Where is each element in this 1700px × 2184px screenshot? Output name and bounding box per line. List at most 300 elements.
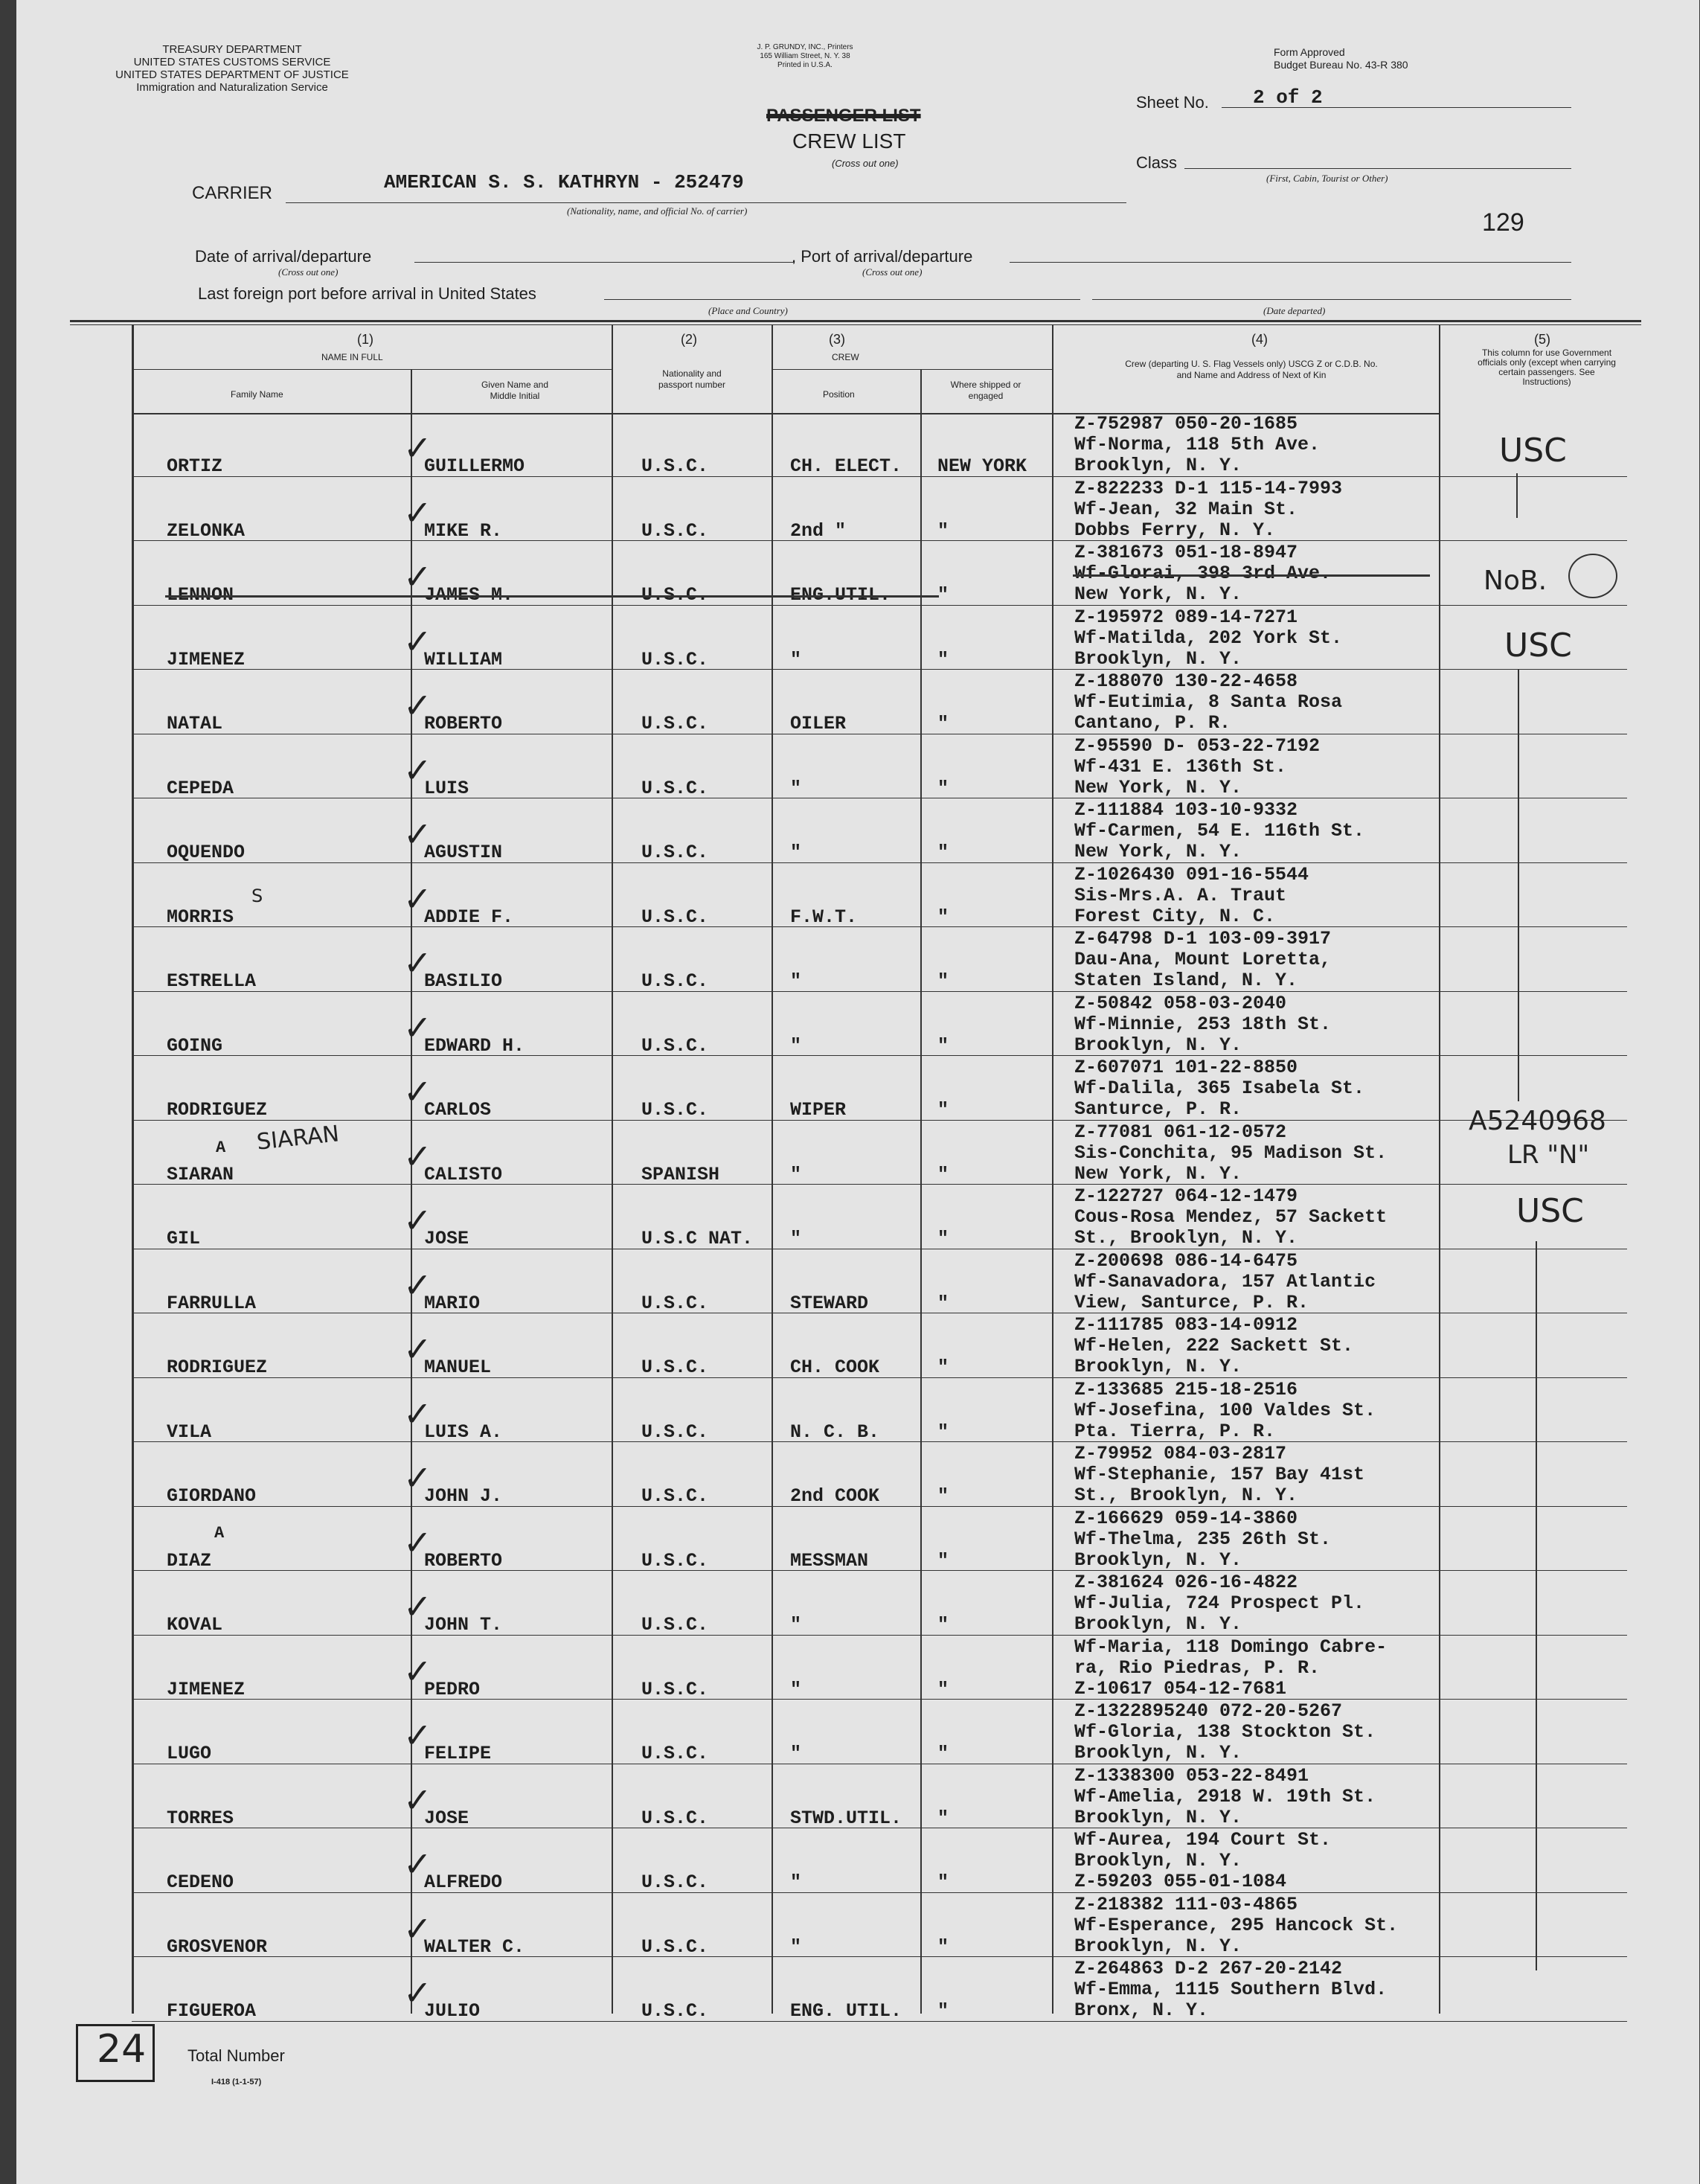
nationality: U.S.C.: [641, 842, 709, 863]
family-name: RODRIGUEZ: [167, 1357, 268, 1378]
where-shipped: ": [937, 1228, 949, 1249]
family-name: GOING: [167, 1034, 223, 1057]
next-of-kin-line-3: Brooklyn, N. Y.: [1074, 1742, 1242, 1764]
initials-circle-icon: [1568, 554, 1617, 598]
nationality: U.S.C.: [641, 1743, 709, 1764]
position: ": [790, 777, 802, 799]
checkmark-icon: ✓: [403, 1072, 432, 1112]
given-name: JAMES M.: [424, 584, 514, 606]
where-shipped: ": [937, 1678, 949, 1700]
family-name: ESTRELLA: [167, 970, 257, 992]
col1-number: (1): [357, 332, 373, 347]
given-name: AGUSTIN: [424, 842, 503, 863]
agency-line-4: Immigration and Naturalization Service: [136, 81, 328, 94]
budget-bureau: Budget Bureau No. 43-R 380: [1274, 59, 1408, 71]
checkmark-icon: ✓: [403, 749, 432, 790]
where-shipped: ": [937, 1421, 949, 1443]
next-of-kin-line-2: Cous-Rosa Mendez, 57 Sackett: [1074, 1206, 1388, 1228]
next-of-kin-line-3: Staten Island, N. Y.: [1074, 970, 1298, 991]
checkmark-icon: ✓: [403, 428, 432, 468]
next-of-kin-line-2: Wf-Gloria, 138 Stockton St.: [1074, 1721, 1376, 1743]
next-of-kin-line-3: St., Brooklyn, N. Y.: [1074, 1227, 1298, 1249]
col1a-title: Family Name: [231, 389, 283, 400]
next-of-kin-line-2: Wf-Eutimia, 8 Santa Rosa: [1074, 691, 1343, 713]
form-approved: Form Approved: [1274, 46, 1345, 58]
nationality: U.S.C.: [641, 777, 709, 799]
next-of-kin-line-2: Wf-Jean, 32 Main St.: [1074, 498, 1298, 520]
family-name: JIMENEZ: [167, 1678, 246, 1700]
carrier-value: AMERICAN S. S. KATHRYN - 252479: [384, 171, 744, 193]
given-name: ROBERTO: [424, 1549, 503, 1572]
given-name: JOSE: [424, 1807, 469, 1829]
col2-number: (2): [681, 332, 697, 347]
strike-line-kin: [1073, 574, 1430, 577]
nationality: U.S.C.: [641, 1549, 709, 1572]
next-of-kin-line-3: Bronx, N. Y.: [1074, 1999, 1209, 2021]
position: 2nd COOK: [790, 1485, 880, 1507]
nationality: U.S.C.: [641, 1614, 709, 1636]
family-name: KOVAL: [167, 1614, 223, 1636]
next-of-kin-line-3: Brooklyn, N. Y.: [1074, 1356, 1242, 1377]
where-shipped: ": [937, 1034, 949, 1057]
nationality: U.S.C.: [641, 455, 709, 477]
position: STWD.UTIL.: [790, 1807, 902, 1829]
where-shipped: ": [937, 1292, 949, 1314]
next-of-kin-line-1: Z-95590 D- 053-22-7192: [1074, 734, 1321, 757]
class-hint: (First, Cabin, Tourist or Other): [1266, 173, 1388, 184]
table-row: [16, 1829, 1699, 1894]
sheet-label: Sheet No.: [1136, 93, 1209, 112]
position: ": [790, 1935, 802, 1958]
nationality: U.S.C NAT.: [641, 1228, 754, 1249]
nationality: U.S.C.: [641, 1099, 709, 1121]
where-shipped: ": [937, 519, 949, 542]
struck-title: PASSENGER LIST: [766, 106, 921, 126]
family-name: CEDENO: [167, 1871, 234, 1893]
table-top-border-2: [70, 324, 1641, 325]
annotation-nob: NoB.: [1484, 566, 1547, 596]
family-name: MORRIS: [167, 906, 234, 928]
next-of-kin-line-3: Z-10617 054-12-7681: [1074, 1677, 1287, 1700]
checkmark-icon: ✓: [403, 1586, 432, 1627]
next-of-kin-line-2: Wf-431 E. 136th St.: [1074, 755, 1287, 778]
form-number: I-418 (1-1-57): [211, 2078, 262, 2087]
position: ": [790, 1163, 802, 1185]
row-rule: [132, 1892, 1627, 1893]
next-of-kin-line-2: Wf-Dalila, 365 Isabela St.: [1074, 1077, 1365, 1099]
table-row: [16, 670, 1699, 735]
next-of-kin-line-2: Wf-Helen, 222 Sackett St.: [1074, 1335, 1354, 1357]
family-name: OQUENDO: [167, 842, 246, 863]
given-name: JOSE: [424, 1228, 469, 1249]
given-name: JOHN J.: [424, 1485, 503, 1507]
next-of-kin-line-1: Z-111884 103-10-9332: [1074, 799, 1298, 821]
where-shipped: ": [937, 906, 949, 928]
where-shipped: ": [937, 842, 949, 863]
nationality: U.S.C.: [641, 1871, 709, 1893]
nationality: U.S.C.: [641, 1807, 709, 1829]
next-of-kin-line-2: Sis-Conchita, 95 Madison St.: [1074, 1141, 1388, 1164]
given-name: EDWARD H.: [424, 1034, 525, 1057]
strike-line: [165, 595, 939, 598]
next-of-kin-line-1: Z-77081 061-12-0572: [1074, 1121, 1287, 1143]
where-shipped: ": [937, 1549, 949, 1572]
agency-line-2: UNITED STATES CUSTOMS SERVICE: [133, 56, 331, 68]
position: ": [790, 1871, 802, 1893]
next-of-kin-line-2: Wf-Esperance, 295 Hancock St.: [1074, 1914, 1399, 1936]
port-label: , Port of arrival/departure: [792, 247, 973, 266]
position: N. C. B.: [790, 1421, 880, 1443]
next-of-kin-line-2: Brooklyn, N. Y.: [1074, 1850, 1242, 1871]
nationality: U.S.C.: [641, 1935, 709, 1958]
carrier-label: CARRIER: [192, 183, 273, 203]
next-of-kin-line-3: Z-59203 055-01-1084: [1074, 1871, 1287, 1892]
table-row: [16, 542, 1699, 606]
where-shipped: ": [937, 777, 949, 799]
col1b-title: Given Name and Middle Initial: [481, 380, 549, 401]
total-number-value: 24: [97, 2027, 147, 2072]
printer-line-3: Printed in U.S.A.: [777, 61, 833, 69]
next-of-kin-line-1: Z-200698 086-14-6475: [1074, 1249, 1298, 1272]
position: ": [790, 1228, 802, 1249]
table-top-border: [70, 320, 1641, 322]
next-of-kin-line-2: Wf-Thelma, 235 26th St.: [1074, 1528, 1332, 1550]
nationality: U.S.C.: [641, 713, 709, 734]
agency-block: [76, 43, 388, 94]
table-row: [16, 606, 1699, 671]
annotation-usc-2: USC: [1504, 627, 1572, 665]
family-name: NATAL: [167, 713, 223, 734]
annotation-line-2: [1518, 670, 1519, 1101]
table-row: [16, 1765, 1699, 1830]
where-shipped: ": [937, 713, 949, 734]
family-name: ORTIZ: [167, 455, 223, 477]
next-of-kin-line-3: Pta. Tierra, P. R.: [1074, 1420, 1276, 1442]
annotation-siaran-a: A: [216, 1139, 226, 1157]
checkmark-icon: ✓: [403, 1007, 432, 1048]
next-of-kin-line-3: Santurce, P. R.: [1074, 1098, 1242, 1120]
family-name: CEPEDA: [167, 777, 234, 799]
next-of-kin-line-3: St., Brooklyn, N. Y.: [1074, 1485, 1298, 1506]
given-name: ROBERTO: [424, 713, 503, 734]
next-of-kin-line-1: Z-122727 064-12-1479: [1074, 1185, 1298, 1207]
row-rule: [132, 1377, 1627, 1378]
next-of-kin-line-1: Z-1338300 053-22-8491: [1074, 1764, 1309, 1787]
table-row: [16, 1636, 1699, 1701]
given-name: CARLOS: [424, 1099, 492, 1121]
given-name: ADDIE F.: [424, 906, 514, 928]
position: ": [790, 842, 802, 863]
document-title: CREW LIST: [792, 129, 906, 153]
next-of-kin-line-1: Z-166629 059-14-3860: [1074, 1507, 1298, 1529]
where-shipped: ": [937, 584, 949, 606]
row-rule: [132, 476, 1627, 477]
table-row: [16, 735, 1699, 800]
next-of-kin-line-3: New York, N. Y.: [1074, 841, 1242, 862]
next-of-kin-line-1: Wf-Maria, 118 Domingo Cabre-: [1074, 1636, 1388, 1658]
total-number-label: Total Number: [187, 2046, 285, 2065]
row-rule: [132, 926, 1627, 927]
table-row: [16, 1379, 1699, 1444]
checkmark-icon: ✓: [403, 1136, 432, 1176]
port-line: [1010, 262, 1571, 263]
next-of-kin-line-1: Z-1026430 091-16-5544: [1074, 863, 1309, 886]
checkmark-icon: ✓: [403, 1973, 432, 2013]
given-name: MIKE R.: [424, 519, 503, 542]
given-name: PEDRO: [424, 1678, 481, 1700]
annotation-lr: LR "N": [1507, 1140, 1590, 1170]
next-of-kin-line-1: Wf-Aurea, 194 Court St.: [1074, 1829, 1332, 1851]
header-mid-line-3: [772, 369, 1052, 370]
family-name: TORRES: [167, 1807, 234, 1829]
row-rule: [132, 1184, 1627, 1185]
printer-line-1: J. P. GRUNDY, INC., Printers: [757, 43, 853, 51]
table-row: [16, 1250, 1699, 1315]
position: MESSMAN: [790, 1549, 869, 1572]
next-of-kin-line-1: Z-264863 D-2 267-20-2142: [1074, 1958, 1343, 1979]
family-name: GROSVENOR: [167, 1935, 268, 1958]
position: OILER: [790, 713, 847, 734]
row-rule: [132, 2021, 1627, 2022]
annotation-morris-s: S: [251, 886, 263, 906]
position: CH. COOK: [790, 1357, 880, 1378]
row-rule: [132, 1120, 1627, 1121]
checkmark-icon: ✓: [403, 1650, 432, 1691]
given-name: MARIO: [424, 1292, 481, 1314]
table-row: [16, 993, 1699, 1057]
annotation-alien-number: A5240968: [1469, 1106, 1606, 1136]
checkmark-icon: ✓: [403, 1264, 432, 1305]
row-rule: [132, 1055, 1627, 1056]
next-of-kin-line-3: Brooklyn, N. Y.: [1074, 1806, 1242, 1828]
nationality: U.S.C.: [641, 648, 709, 670]
where-shipped: ": [937, 648, 949, 670]
nationality: U.S.C.: [641, 1292, 709, 1314]
position: F.W.T.: [790, 906, 858, 928]
nationality: U.S.C.: [641, 1421, 709, 1443]
nationality: U.S.C.: [641, 1485, 709, 1507]
table-row: [16, 1958, 1699, 2023]
date-departed-hint: (Date departed): [1263, 305, 1326, 316]
header-mid-line-1: [132, 369, 612, 370]
row-rule: [132, 1635, 1627, 1636]
family-name: SIARAN: [167, 1163, 234, 1185]
checkmark-icon: ✓: [403, 1908, 432, 1949]
where-shipped: ": [937, 1163, 949, 1185]
table-row: [16, 928, 1699, 993]
family-name: GIORDANO: [167, 1485, 257, 1507]
next-of-kin-line-3: Brooklyn, N. Y.: [1074, 1613, 1242, 1635]
given-name: CALISTO: [424, 1163, 503, 1185]
row-rule: [132, 1699, 1627, 1700]
table-row: [16, 1443, 1699, 1508]
given-name: MANUEL: [424, 1357, 492, 1378]
nationality: U.S.C.: [641, 519, 709, 542]
table-row: [16, 864, 1699, 929]
date-departed-line: [1092, 299, 1571, 300]
table-row: [16, 1185, 1699, 1250]
family-name: FARRULLA: [167, 1292, 257, 1314]
next-of-kin-line-1: Z-133685 215-18-2516: [1074, 1378, 1298, 1400]
agency-line-3: UNITED STATES DEPARTMENT OF JUSTICE: [115, 68, 349, 81]
next-of-kin-line-2: Wf-Stephanie, 157 Bay 41st: [1074, 1464, 1365, 1485]
given-name: GUILLERMO: [424, 455, 525, 477]
next-of-kin-line-3: Brooklyn, N. Y.: [1074, 1935, 1242, 1957]
annotation-line-1: [1516, 473, 1518, 518]
col3a-title: Position: [823, 389, 855, 400]
next-of-kin-line-1: Z-1322895240 072-20-5267: [1074, 1700, 1343, 1722]
table-row: [16, 478, 1699, 542]
carrier-hint: (Nationality, name, and official No. of carrier): [567, 205, 748, 217]
given-name: JULIO: [424, 2000, 481, 2022]
given-name: LUIS A.: [424, 1421, 503, 1443]
col4-number: (4): [1251, 332, 1268, 347]
date-hint: (Cross out one): [278, 266, 339, 278]
checkmark-icon: ✓: [403, 1200, 432, 1240]
checkmark-icon: ✓: [403, 878, 432, 919]
family-name: FIGUEROA: [167, 2000, 257, 2022]
col5-number: (5): [1534, 332, 1550, 347]
checkmark-icon: ✓: [403, 1715, 432, 1755]
row-rule: [132, 1570, 1627, 1571]
family-name: ZELONKA: [167, 519, 246, 542]
sheet-value: 2 of 2: [1253, 86, 1323, 109]
nationality: U.S.C.: [641, 906, 709, 928]
next-of-kin-line-1: Z-752987 050-20-1685: [1074, 413, 1298, 435]
next-of-kin-line-1: Z-195972 089-14-7271: [1074, 606, 1298, 628]
table-row: [16, 1314, 1699, 1379]
given-name: FELIPE: [424, 1743, 492, 1764]
where-shipped: ": [937, 2000, 949, 2022]
table-row: [16, 1572, 1699, 1636]
checkmark-icon: ✓: [403, 1522, 432, 1563]
checkmark-icon: ✓: [403, 685, 432, 726]
position: 2nd ": [790, 519, 847, 542]
table-row: [16, 1894, 1699, 1959]
annotation-usc-3: USC: [1516, 1192, 1584, 1230]
next-of-kin-line-3: Forest City, N. C.: [1074, 905, 1276, 927]
table-row: [16, 1508, 1699, 1572]
row-rule: [132, 669, 1627, 670]
col3-number: (3): [829, 332, 845, 347]
next-of-kin-line-1: Z-64798 D-1 103-09-3917: [1074, 928, 1332, 950]
family-name: DIAZ: [167, 1549, 212, 1572]
row-rule: [132, 991, 1627, 992]
family-name: VILA: [167, 1421, 212, 1443]
where-shipped: ": [937, 1485, 949, 1507]
next-of-kin-line-1: Z-822233 D-1 115-14-7993: [1074, 477, 1343, 499]
page-number: 129: [1482, 208, 1524, 237]
position: ": [790, 970, 802, 992]
next-of-kin-line-1: Z-188070 130-22-4658: [1074, 670, 1298, 692]
family-name: RODRIGUEZ: [167, 1099, 268, 1121]
where-shipped: ": [937, 1099, 949, 1121]
table-row: [16, 799, 1699, 864]
form-approval-block: [1274, 46, 1408, 71]
table-row: [16, 413, 1699, 478]
col4-title: Crew (departing U. S. Flag Vessels only) USCG Z or C.D.B. No. and Name and Address of Next of Kin: [1125, 359, 1378, 380]
annotation-siaran: SIARAN: [255, 1121, 341, 1156]
col3b-title: Where shipped or engaged: [950, 380, 1021, 401]
next-of-kin-line-2: Wf-Matilda, 202 York St.: [1074, 627, 1343, 649]
row-rule: [132, 1441, 1627, 1442]
date-label: Date of arrival/departure: [195, 247, 372, 266]
next-of-kin-line-2: ra, Rio Piedras, P. R.: [1074, 1656, 1321, 1679]
printer-line-2: 165 William Street, N. Y. 38: [760, 52, 850, 60]
position: STEWARD: [790, 1292, 869, 1314]
where-shipped: NEW YORK: [937, 455, 1027, 477]
position: ": [790, 1614, 802, 1636]
place-hint: (Place and Country): [708, 305, 788, 316]
checkmark-icon: ✓: [403, 1329, 432, 1369]
next-of-kin-line-2: Wf-Minnie, 253 18th St.: [1074, 1013, 1332, 1035]
agency-line-1: TREASURY DEPARTMENT: [162, 43, 302, 56]
position: WIPER: [790, 1099, 847, 1121]
carrier-line: [286, 202, 1126, 203]
col1-title: NAME IN FULL: [321, 352, 383, 362]
class-line: [1184, 168, 1571, 169]
next-of-kin-line-1: Z-79952 084-03-2817: [1074, 1443, 1287, 1464]
next-of-kin-line-3: Cantano, P. R.: [1074, 712, 1231, 734]
family-name: JIMENEZ: [167, 648, 246, 670]
position: ": [790, 648, 802, 670]
title-cross-out-note: (Cross out one): [832, 158, 899, 169]
position: ENG. UTIL.: [790, 2000, 902, 2022]
given-name: BASILIO: [424, 970, 503, 992]
next-of-kin-line-3: Brooklyn, N. Y.: [1074, 1549, 1242, 1571]
next-of-kin-line-3: New York, N. Y.: [1074, 1162, 1242, 1185]
where-shipped: ": [937, 1357, 949, 1378]
printer-block: [731, 43, 879, 70]
annotation-line-3: [1536, 1241, 1537, 1970]
position: CH. ELECT.: [790, 455, 902, 477]
annotation-usc-1: USC: [1499, 432, 1567, 470]
checkmark-icon: ✓: [403, 1844, 432, 1884]
checkmark-icon: ✓: [403, 492, 432, 533]
class-label: Class: [1136, 153, 1178, 172]
port-hint: (Cross out one): [862, 266, 923, 278]
next-of-kin-line-3: Dobbs Ferry, N. Y.: [1074, 519, 1276, 541]
position: ": [790, 1034, 802, 1057]
given-name: WALTER C.: [424, 1935, 525, 1958]
next-of-kin-line-3: Brooklyn, N. Y.: [1074, 647, 1242, 670]
given-name: JOHN T.: [424, 1614, 503, 1636]
next-of-kin-line-2: Wf-Carmen, 54 E. 116th St.: [1074, 820, 1365, 842]
family-name: LUGO: [167, 1743, 212, 1764]
position: ENG.UTIL.: [790, 584, 891, 606]
checkmark-icon: ✓: [403, 621, 432, 662]
next-of-kin-line-1: Z-607071 101-22-8850: [1074, 1057, 1298, 1078]
next-of-kin-line-2: Wf-Josefina, 100 Valdes St.: [1074, 1399, 1376, 1421]
next-of-kin-line-2: Dau-Ana, Mount Loretta,: [1074, 949, 1332, 970]
checkmark-icon: ✓: [403, 1393, 432, 1434]
where-shipped: ": [937, 1935, 949, 1958]
where-shipped: ": [937, 1743, 949, 1764]
table-row: [16, 1700, 1699, 1765]
checkmark-icon: ✓: [403, 943, 432, 983]
col2-title: Nationality and passport number: [658, 368, 726, 390]
row-rule: [132, 1506, 1627, 1507]
row-rule: [132, 1956, 1627, 1957]
table-row: [16, 1057, 1699, 1121]
row-rule: [132, 862, 1627, 863]
nationality: U.S.C.: [641, 1357, 709, 1378]
given-name: LUIS: [424, 777, 469, 799]
checkmark-icon: ✓: [403, 814, 432, 854]
last-port-label: Last foreign port before arrival in United States: [198, 284, 536, 303]
next-of-kin-line-2: Wf-Amelia, 2918 W. 19th St.: [1074, 1785, 1376, 1807]
crew-list-document: [16, 0, 1699, 2184]
